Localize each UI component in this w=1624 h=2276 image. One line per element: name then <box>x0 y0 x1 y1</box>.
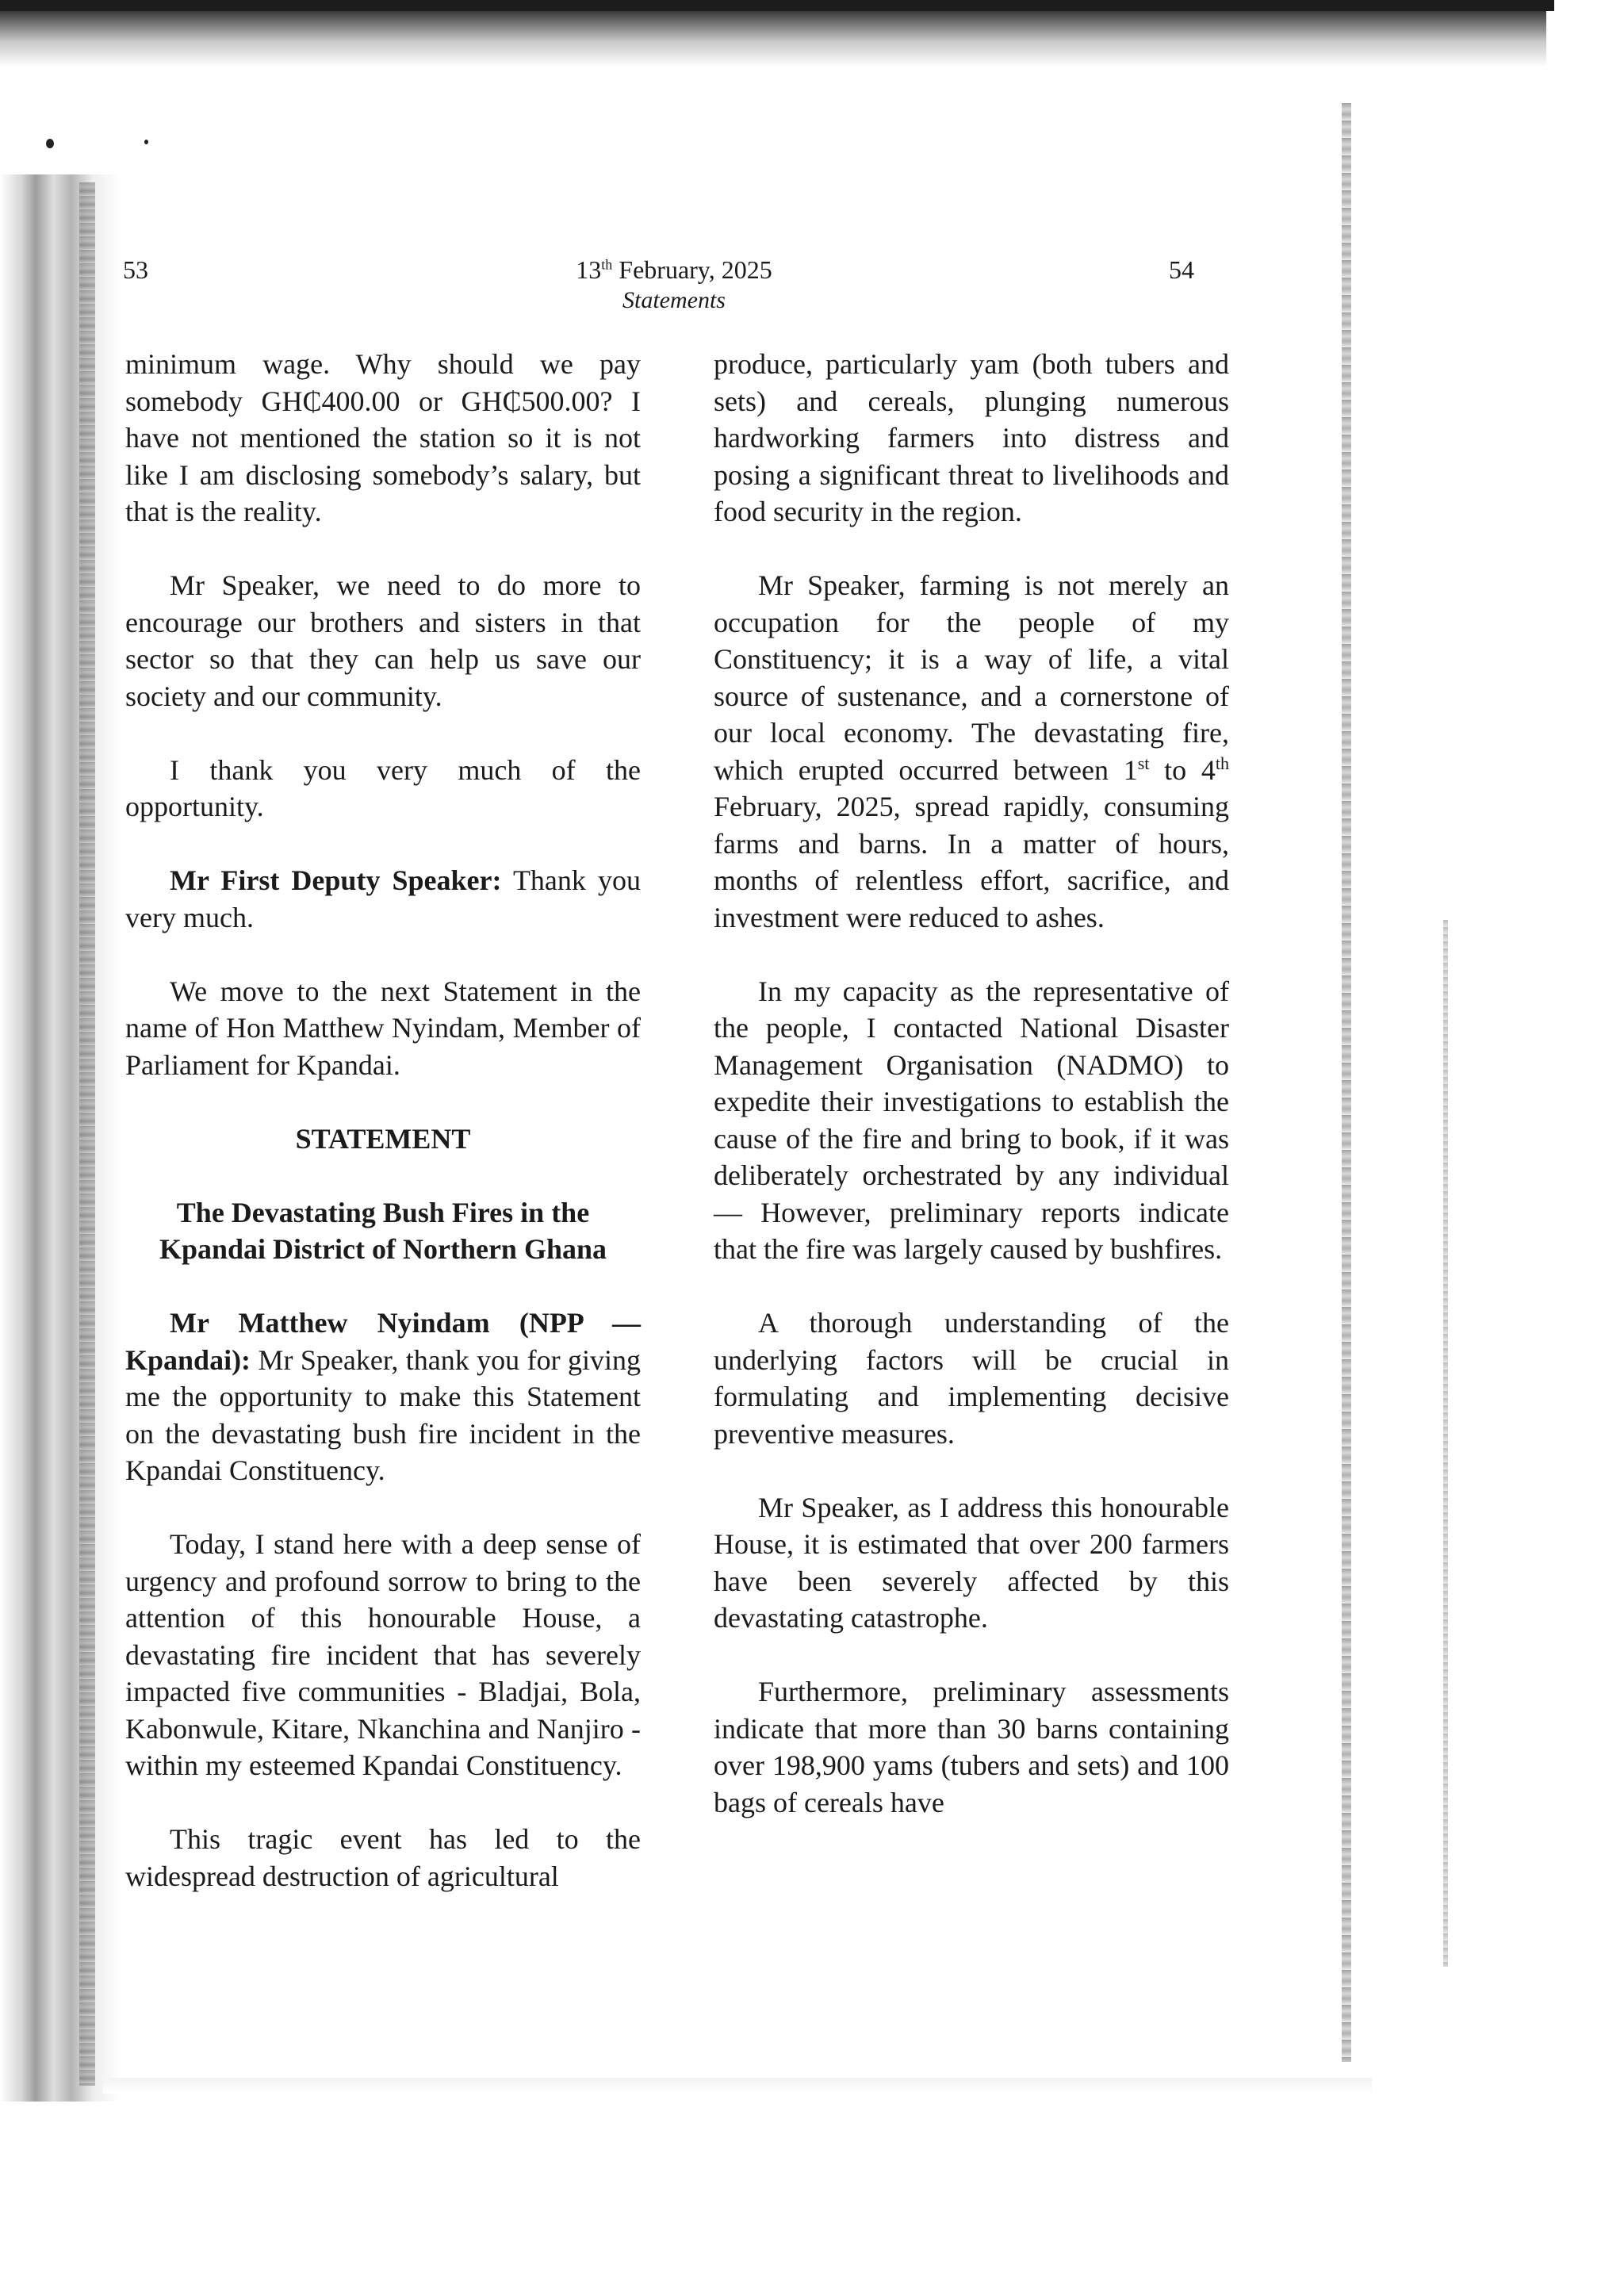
paragraph <box>714 567 1229 936</box>
scan-top-shadow <box>0 11 1546 67</box>
speaker-name: Mr Matthew Nyindam (NPP — Kpandai): <box>125 1307 641 1376</box>
scan-speck <box>144 140 148 144</box>
scan-right-edge-inner <box>1443 920 1448 1967</box>
scan-binding-strip <box>79 182 95 2086</box>
scan-binding-shadow <box>0 174 119 2102</box>
page-number-right: 54 <box>1169 255 1194 284</box>
ordinal-suffix: st <box>1137 753 1150 773</box>
statement-heading: STATEMENT <box>295 1122 471 1155</box>
ordinal-suffix: th <box>1215 753 1229 773</box>
right-column <box>714 346 1229 1821</box>
paragraph: In my capacity as the representative of the people, I contacted National Disaster Management Organisation (NADMO) to expedite their investigations to establish the cause of the fire and bring to book, if it was deliberately orchestrated by any individual— However, preliminary reports indicate that the fire was largely caused by bushfires. <box>714 975 1229 1265</box>
paragraph-part: February, 2025, spread rapidly, consuming farms and barns. In a matter of hours, months of relentless effort, sacrifice, and investment were reduced to ashes. <box>714 791 1229 933</box>
paragraph: minimum wage. Why should we pay somebody GH₵400.00 or GH₵500.00? I have not mentioned the station so it is not like I am disclosing somebody’s salary, but that is the reality. <box>125 348 641 527</box>
paragraph <box>125 1305 641 1489</box>
paragraph: A thorough understanding of the underlying factors will be crucial in formulating and implementing decisive preventive measures. <box>714 1307 1229 1450</box>
paragraph-part: Mr Speaker, farming is not merely an occupation for the people of my Constituency; it is a way of life, a vital source of sustenance, and a cornerstone of our local economy. The devastating fire, which erupted occurred between 1 <box>714 569 1229 786</box>
header-date <box>476 255 872 285</box>
paragraph: produce, particularly yam (both tubers and sets) and cereals, plunging numerous hardworking farmers into distress and posing a significant threat to livelihoods and food security in the region. <box>714 348 1229 527</box>
paragraph: We move to the next Statement in the name of Hon Matthew Nyindam, Member of Parliament for Kpandai. <box>125 975 641 1081</box>
paragraph: This tragic event has led to the widespread destruction of agricultural <box>125 1823 641 1892</box>
speaker-name: Mr First Deputy Speaker: <box>170 864 502 896</box>
paragraph-part: to 4 <box>1149 753 1216 786</box>
paragraph <box>125 862 641 936</box>
speaker-text: Thank you very much. <box>125 864 641 933</box>
statement-title: The Devastating Bush Fires in the Kpandai District of Northern Ghana <box>159 1196 607 1265</box>
date-day: 13 <box>576 255 602 284</box>
paragraph: Today, I stand here with a deep sense of urgency and profound sorrow to bring to the attention of this honourable House, a devastating fire incident that has severely impacted five communities - Bladjai, Bola, Kabonwule, Kitare, Nkanchina and Nanjiro - within my esteemed Kpandai Constituency. <box>125 1528 641 1781</box>
scan-right-edge <box>1342 103 1351 2062</box>
paragraph: Furthermore, preliminary assessments indicate that more than 30 barns containing over 198,900 yams (tubers and sets) and 100 bags of cereals have <box>714 1676 1229 1818</box>
scan-speck <box>46 139 54 148</box>
speaker-text: Mr Speaker, thank you for giving me the opportunity to make this Statement on the devastating bush fire incident in the Kpandai Constituency. <box>125 1343 641 1486</box>
paragraph: Mr Speaker, we need to do more to encourage our brothers and sisters in that sector so that they can help us save our society and our community. <box>125 569 641 712</box>
paragraph: Mr Speaker, as I address this honourable House, it is estimated that over 200 farmers have been severely affected by this devastating catastrophe. <box>714 1491 1229 1634</box>
paragraph: I thank you very much of the opportunity. <box>125 753 641 822</box>
date-rest: February, 2025 <box>612 255 772 284</box>
scan-bottom-shadow <box>103 2078 1372 2094</box>
left-column <box>125 346 641 1895</box>
date-suffix: th <box>601 256 613 273</box>
header-section: Statements <box>622 287 726 313</box>
scan-top-band <box>0 0 1554 11</box>
page-number-left: 53 <box>123 255 148 284</box>
